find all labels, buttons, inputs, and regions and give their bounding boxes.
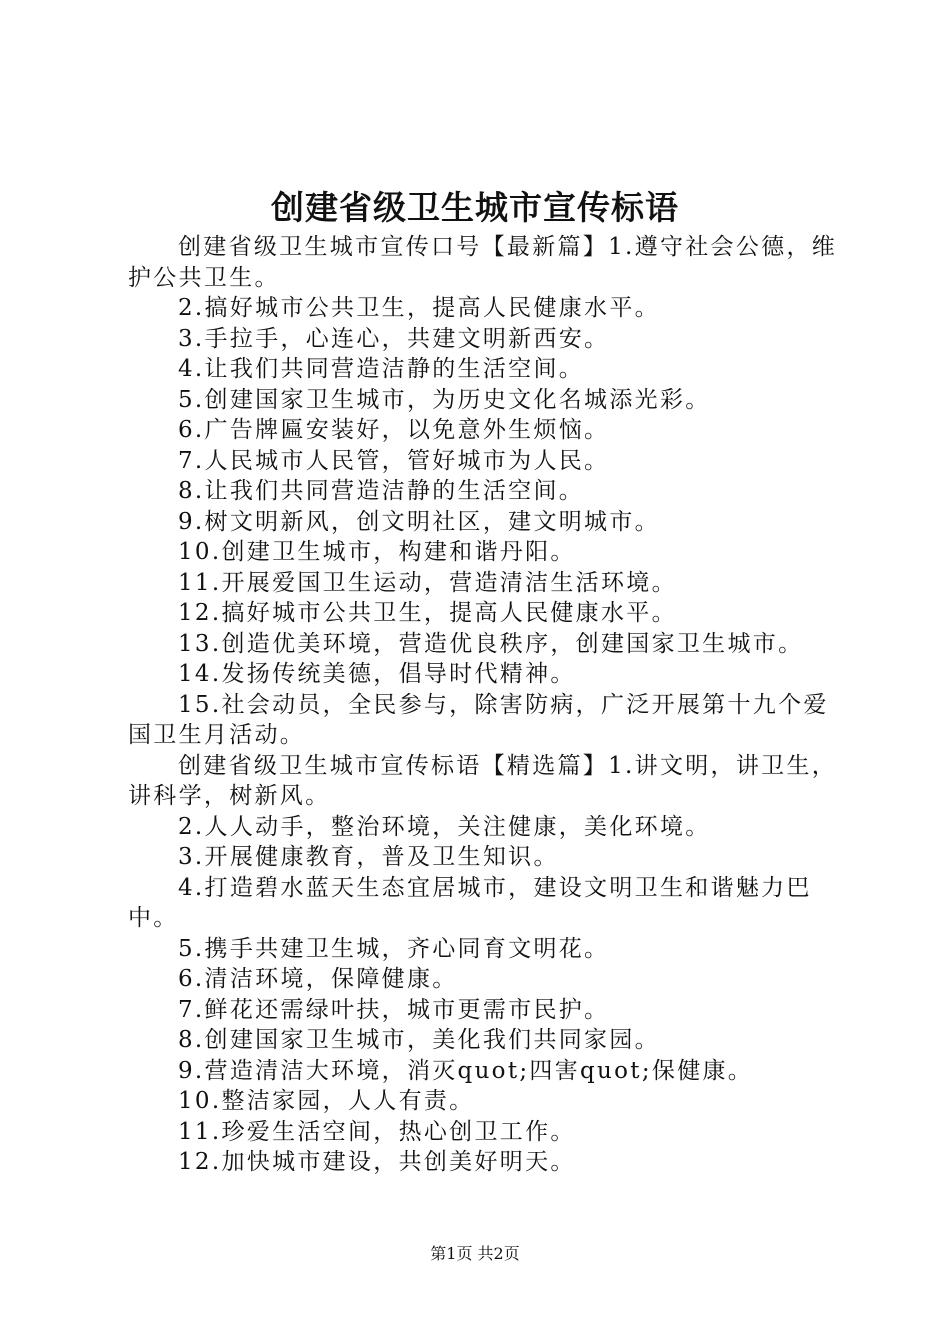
paragraph: 12.搞好城市公共卫生，提高人民健康水平。 — [178, 600, 677, 626]
paragraph: 10.整洁家园，人人有责。 — [178, 1088, 475, 1114]
paragraph: 2.搞好城市公共卫生，提高人民健康水平。 — [178, 295, 660, 321]
paragraph: 3.开展健康教育，普及卫生知识。 — [178, 844, 559, 870]
paragraph: 创建省级卫生城市宣传标语【精选篇】1.讲文明，讲卫生，讲科学，树新风。 — [128, 752, 838, 809]
paragraph: 创建省级卫生城市宣传口号【最新篇】1.遵守社会公德，维护公共卫生。 — [128, 234, 838, 291]
paragraph: 15.社会动员，全民参与，除害防病，广泛开展第十九个爱国卫生月活动。 — [128, 691, 829, 748]
paragraph: 8.让我们共同营造洁静的生活空间。 — [178, 478, 585, 504]
paragraph: 8.创建国家卫生城市，美化我们共同家园。 — [178, 1027, 660, 1053]
paragraph: 10.创建卫生城市，构建和谐丹阳。 — [178, 539, 576, 565]
paragraph: 5.创建国家卫生城市，为历史文化名城添光彩。 — [178, 386, 711, 413]
paragraph: 13.创造优美环境，营造优良秩序，创建国家卫生城市。 — [178, 630, 804, 657]
paragraph: 4.打造碧水蓝天生态宜居城市，建设文明卫生和谐魅力巴中。 — [128, 874, 812, 931]
paragraph: 3.手拉手，心连心，共建文明新西安。 — [178, 325, 610, 352]
paragraph: 2.人人动手，整治环境，关注健康，美化环境。 — [178, 813, 711, 840]
paragraph: 5.携手共建卫生城，齐心同育文明花。 — [178, 935, 610, 962]
paragraph: 6.广告牌匾安装好，以免意外生烦恼。 — [178, 417, 610, 443]
page-footer: 第1页 共2页 — [430, 1244, 520, 1263]
document-title: 创建省级卫生城市宣传标语 — [271, 188, 679, 227]
paragraph: 14.发扬传统美德，倡导时代精神。 — [178, 661, 576, 687]
paragraph: 4.让我们共同营造洁静的生活空间。 — [178, 356, 585, 382]
paragraph: 12.加快城市建设，共创美好明天。 — [178, 1149, 576, 1175]
paragraph: 9.树文明新风，创文明社区，建文明城市。 — [178, 508, 660, 535]
document-body — [128, 232, 848, 1178]
paragraph: 11.开展爱国卫生运动，营造清洁生活环境。 — [178, 569, 677, 596]
paragraph: 11.珍爱生活空间，热心创卫工作。 — [178, 1118, 576, 1145]
paragraph: 7.鲜花还需绿叶扶，城市更需市民护。 — [178, 996, 610, 1023]
paragraph: 7.人民城市人民管，管好城市为人民。 — [178, 447, 610, 474]
paragraph: 9.营造清洁大环境，消灭quot;四害quot;保健康。 — [178, 1057, 754, 1084]
paragraph: 6.清洁环境，保障健康。 — [178, 966, 458, 992]
